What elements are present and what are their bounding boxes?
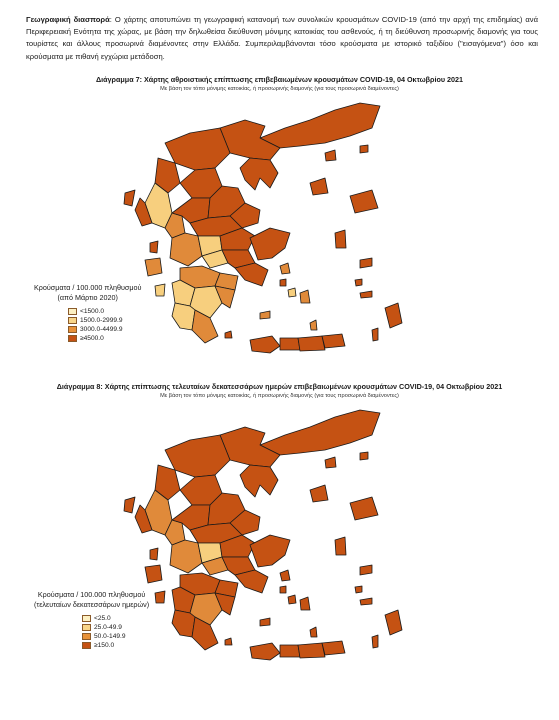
region-kythira (225, 331, 232, 338)
region-zakynthos (155, 591, 165, 603)
region-rhodes (385, 610, 402, 635)
intro-paragraph (26, 14, 538, 63)
legend-swatch (82, 642, 91, 649)
legend-label: ≥150.0 (94, 641, 115, 649)
map1-greece-choropleth (110, 98, 410, 360)
region-lefkada (150, 548, 158, 560)
map1-subtitle: Με βάση τον τόπο μόνιμης κατοικίας, ή προσωρινής διαμονής (για τους προσωρινά διαμένοντες) (160, 86, 399, 92)
region-rethymno (280, 645, 300, 657)
legend-label: 25.0-49.9 (94, 623, 122, 631)
region-milos (260, 618, 270, 626)
legend-label: 50.0-149.9 (94, 632, 126, 640)
region-rhodes (385, 303, 402, 328)
region-corfu (124, 497, 135, 513)
region-kythira (225, 638, 232, 645)
region-thrace (260, 103, 380, 148)
legend-swatch (68, 326, 77, 333)
region-lasithi (322, 641, 345, 655)
region-lefkada (150, 241, 158, 253)
region-samos (360, 565, 372, 575)
region-heraklion (298, 643, 325, 658)
legend-swatch (68, 335, 77, 342)
region-attica (235, 263, 268, 286)
region-zakynthos (155, 284, 165, 296)
region-lesvos (350, 190, 378, 213)
region-thrace (260, 410, 380, 455)
region-paros (288, 288, 296, 297)
legend-label: 1500.0-2999.9 (80, 316, 123, 324)
region-kalymnos (355, 279, 362, 286)
region-andros (280, 570, 290, 581)
legend-label: <1500.0 (80, 307, 105, 315)
region-messinia (172, 610, 195, 637)
region-naxos (300, 290, 310, 303)
region-chania (250, 336, 280, 353)
region-thira (310, 320, 317, 330)
region-euboea (250, 228, 290, 260)
region-chios (335, 537, 346, 555)
region-laconia (192, 617, 218, 650)
legend-swatch (68, 317, 77, 324)
region-aitoloakarnania (170, 233, 202, 266)
region-samothraki (360, 452, 368, 460)
map1-legend-item (68, 325, 141, 334)
region-samothraki (360, 145, 368, 153)
map2-legend-item (82, 632, 149, 641)
legend-swatch (82, 633, 91, 640)
region-lesvos (350, 497, 378, 520)
region-euboea (250, 535, 290, 567)
legend-label: ≥4500.0 (80, 334, 104, 342)
intro-text: : Ο χάρτης αποτυπώνει τη γεωγραφική κατανομή των συνολικών κρουσμάτων COVID-19 (από την αρχή της επιδημίας) ανά Περιφερειακή Ενότητα της χώρας, με βάση την δηλωθείσα διεύθυνση μόνιμης κατοικίας του ασθενούς, ή τη διεύθυνση προσωρινής διαμονής για τους τουρίστες και άλλους προσωρινά διαμένοντες στην Ελλάδα. Συμπεριλαμβάνονται τόσο κρούσματα με ιστορικό ταξιδίου ("εισαγόμενα") όσο και κρούσματα με πιθανή εγχώρια μετάδοση. (26, 15, 538, 61)
map1-legend-item (68, 334, 141, 343)
map2-legend (34, 590, 149, 650)
region-chania (250, 643, 280, 660)
map2-legend-subtitle: (τελευταίων δεκατεσσάρων ημερών) (34, 600, 150, 609)
legend-swatch (82, 615, 91, 622)
intro-label: Γεωγραφική διασπορά (26, 15, 110, 24)
region-milos (260, 311, 270, 319)
region-attica (235, 570, 268, 593)
legend-label: <25.0 (94, 614, 111, 622)
map1-title: Διάγραμμα 7: Χάρτης αθροιστικής επίπτωσης επιβεβαιωμένων κρουσμάτων COVID-19, 04 Οκτωβρίου 2021 (95, 75, 464, 84)
region-chios (335, 230, 346, 248)
region-lemnos (310, 485, 328, 502)
region-karpathos (372, 635, 378, 648)
map2-legend-item (82, 641, 149, 650)
region-kefalonia (145, 565, 162, 583)
region-heraklion (298, 336, 325, 351)
map2-subtitle: Με βάση τον τόπο μόνιμης κατοικίας, ή προσωρινής διαμονής (για τους προσωρινά διαμένοντες) (160, 393, 399, 399)
map1-legend-title: Κρούσματα / 100.000 πληθυσμού (34, 283, 142, 292)
legend-swatch (68, 308, 77, 315)
region-paros (288, 595, 296, 604)
region-kos (360, 291, 372, 298)
region-kalymnos (355, 586, 362, 593)
legend-swatch (82, 624, 91, 631)
map1-legend (34, 283, 141, 343)
region-thira (310, 627, 317, 637)
region-kos (360, 598, 372, 605)
region-laconia (192, 310, 218, 343)
region-syros (280, 586, 286, 593)
region-rethymno (280, 338, 300, 350)
region-corfu (124, 190, 135, 206)
region-naxos (300, 597, 310, 610)
region-aitoloakarnania (170, 540, 202, 573)
region-karpathos (372, 328, 378, 341)
region-syros (280, 279, 286, 286)
region-lemnos (310, 178, 328, 195)
region-samos (360, 258, 372, 268)
map2-title: Διάγραμμα 8: Χάρτης επίπτωσης τελευταίων δεκατεσσάρων ημερών επιβεβαιωμένων κρουσμάτων COVID-19, 04 Οκτωβρίου 2021 (56, 382, 503, 391)
map1-legend-subtitle: (από Μάρτιο 2020) (57, 293, 118, 302)
region-kefalonia (145, 258, 162, 276)
region-thasos (325, 150, 336, 161)
map2-greece-choropleth (110, 405, 410, 667)
region-chalkidiki (240, 158, 278, 190)
region-chalkidiki (240, 465, 278, 497)
region-lasithi (322, 334, 345, 348)
region-andros (280, 263, 290, 274)
region-messinia (172, 303, 195, 330)
legend-label: 3000.0-4499.9 (80, 325, 123, 333)
region-thasos (325, 457, 336, 468)
map2-legend-title: Κρούσματα / 100.000 πληθυσμού (37, 590, 146, 599)
